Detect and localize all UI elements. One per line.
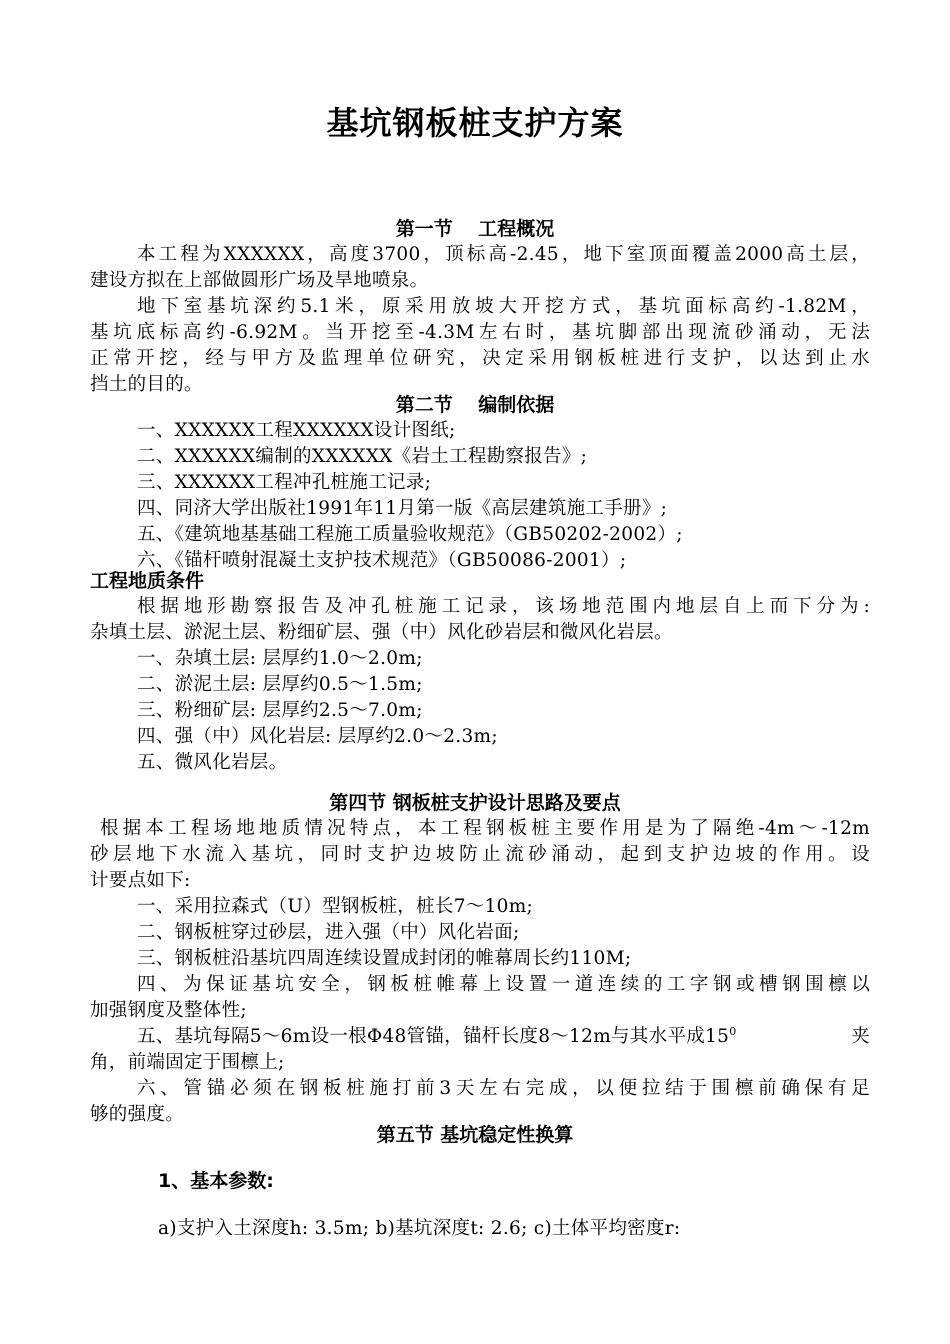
section-1-heading: 第一节 工程概况 bbox=[395, 218, 555, 240]
list-item bbox=[137, 1024, 870, 1050]
list-item: 五、《建筑地基基础工程施工质量验收规范》（GB50202-2002）; bbox=[137, 524, 683, 545]
paragraph-line: 根据地形勘察报告及冲孔桩施工记录，该场地范围内地层自上而下分为: bbox=[137, 596, 870, 617]
list-item: 四、同济大学出版社1991年11月第一版《高层建筑施工手册》; bbox=[137, 498, 668, 519]
list-item-text: 五、基坑每隔5～6m设一根Φ48管锚，锚杆长度8～12m与其水平成$15^0$ bbox=[137, 1024, 737, 1047]
list-item: 三、粉细矿层: 层厚约2.5～7.0m; bbox=[137, 700, 423, 721]
list-item: 五、微风化岩层。 bbox=[137, 752, 288, 773]
paragraph-line: 基坑底标高约-6.92M。当开挖至-4.3M左右时，基坑脚部出现流砂涌动，无法 bbox=[90, 322, 870, 343]
list-item: 二、XXXXXX编制的XXXXXX《岩土工程勘察报告》; bbox=[137, 446, 588, 467]
list-item: 四、为保证基坑安全，钢板桩帷幕上设置一道连续的工字钢或槽钢围檩以 bbox=[137, 974, 870, 995]
section-5-subheading: 1、基本参数: bbox=[158, 1170, 274, 1192]
list-item-continuation: 角，前端固定于围檩上; bbox=[90, 1052, 285, 1073]
paragraph-line: 砂层地下水流入基坑，同时支护边坡防止流砂涌动，起到支护边坡的作用。设 bbox=[90, 844, 870, 865]
list-item: 一、XXXXXX工程XXXXXX设计图纸; bbox=[137, 420, 456, 441]
document-title: 基坑钢板桩支护方案 bbox=[326, 104, 624, 142]
section-5-heading: 第五节 基坑稳定性换算 bbox=[376, 1124, 574, 1146]
paragraph-line: 根据本工程场地地质情况特点，本工程钢板桩主要作用是为了隔绝-4m～-12m bbox=[100, 818, 870, 839]
list-item: 六、《锚杆喷射混凝土支护技术规范》（GB50086-2001）; bbox=[137, 550, 627, 571]
paragraph-line: 计要点如下: bbox=[90, 870, 191, 891]
paragraph-line: 地下室基坑深约5.1米，原采用放坡大开挖方式，基坑面标高约-1.82M， bbox=[137, 296, 870, 317]
list-item: 六、管锚必须在钢板桩施打前3天左右完成，以便拉结于围檩前确保有足 bbox=[137, 1078, 870, 1099]
paragraph-line: 正常开挖，经与甲方及监理单位研究，决定采用钢板桩进行支护，以达到止水 bbox=[90, 348, 870, 369]
superscript-degree: 0 bbox=[729, 1024, 737, 1038]
list-item: 一、采用拉森式（U）型钢板桩，桩长7～10m; bbox=[137, 896, 534, 917]
list-item: 二、淤泥土层: 层厚约0.5～1.5m; bbox=[137, 674, 423, 695]
paragraph-line: 建设方拟在上部做圆形广场及旱地喷泉。 bbox=[90, 270, 429, 291]
list-item-continuation: 加强钢度及整体性; bbox=[90, 1000, 247, 1021]
section-4-heading: 第四节 钢板桩支护设计思路及要点 bbox=[329, 792, 621, 814]
list-item: 三、XXXXXX工程冲孔桩施工记录; bbox=[137, 472, 432, 493]
list-item-continuation: 够的强度。 bbox=[90, 1104, 185, 1125]
list-item: 二、钢板桩穿过砂层，进入强（中）风化岩面; bbox=[137, 922, 520, 943]
section-3-heading: 工程地质条件 bbox=[90, 570, 205, 592]
paragraph-line: a)支护入土深度h: 3.5m; b)基坑深度t: 2.6; c)土体平均密度r: bbox=[158, 1218, 681, 1239]
paragraph-line: 杂填土层、淤泥土层、粉细矿层、强（中）风化砂岩层和微风化岩层。 bbox=[90, 622, 673, 643]
list-item: 一、杂填土层: 层厚约1.0～2.0m; bbox=[137, 648, 423, 669]
paragraph-line: 挡土的目的。 bbox=[90, 374, 203, 395]
list-item: 三、钢板桩沿基坑四周连续设置成封闭的帷幕周长约110M; bbox=[137, 948, 632, 969]
section-2-heading: 第二节 编制依据 bbox=[395, 394, 555, 416]
paragraph-line: 本工程为XXXXXX，高度3700，顶标高-2.45，地下室顶面覆盖2000高土层， bbox=[137, 244, 870, 265]
list-item: 四、强（中）风化岩层: 层厚约2.0～2.3m; bbox=[137, 726, 498, 747]
list-item-text-end: 夹 bbox=[851, 1026, 870, 1047]
